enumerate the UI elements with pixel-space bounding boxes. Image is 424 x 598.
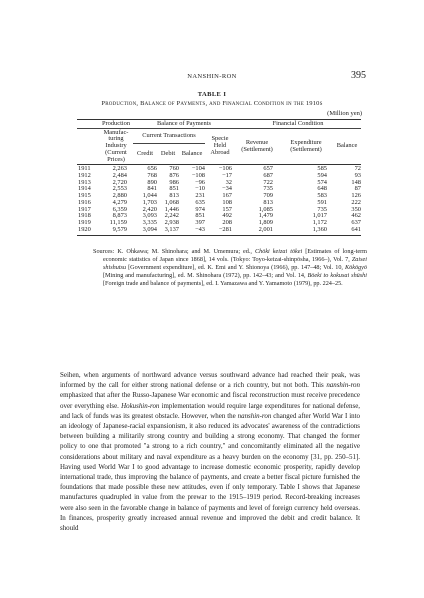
balance-of-payments-header: Balance of Payments xyxy=(133,120,235,129)
cell-credit: 3,093 xyxy=(142,212,157,220)
body-segment-1: Seihen, when arguments of northward advance versus southward advance had reached their peak, was informed by the call for either strong national defense or a rich country, but not both. This xyxy=(60,371,360,390)
body-italic-2: Hokushin-ron xyxy=(121,401,160,410)
cell-credit: 1,703 xyxy=(142,198,157,206)
cell-fbal: 126 xyxy=(351,192,361,200)
cell-year: 1912 xyxy=(78,172,91,180)
cell-mfg: 4,279 xyxy=(112,198,127,206)
ct-balance-header: Balance xyxy=(179,144,205,165)
credit-header: Credit xyxy=(133,144,157,165)
cell-exp: 1,360 xyxy=(279,227,333,235)
fin-balance-header: Balance xyxy=(333,128,361,165)
table-row xyxy=(77,227,361,235)
cell-specie: −34 xyxy=(222,185,232,193)
cell-debit: 851 xyxy=(169,185,179,193)
cell-rev: 813 xyxy=(263,198,273,206)
body-italic-1: nanshin-ron xyxy=(326,381,360,390)
cell-rev: 1,479 xyxy=(258,212,273,220)
cell-bal: −108 xyxy=(191,172,205,180)
cell-year: 1920 xyxy=(77,227,99,235)
cell-fbal: 637 xyxy=(351,219,361,227)
body-italic-3: nanshin-ron xyxy=(237,411,272,420)
cell-debit: 813 xyxy=(169,192,179,200)
cell-year: 1919 xyxy=(78,219,91,227)
cell-debit: 2,242 xyxy=(164,212,179,220)
data-table-container xyxy=(77,119,361,236)
cell-year: 1915 xyxy=(78,192,91,200)
cell-specie: 492 xyxy=(222,212,232,220)
cell-rev: 709 xyxy=(263,192,273,200)
cell-specie: −17 xyxy=(222,172,232,180)
cell-rev: 1,085 xyxy=(258,205,273,213)
financial-condition-header: Financial Condition xyxy=(235,120,361,129)
debit-header: Debit xyxy=(157,144,179,165)
cell-exp: 583 xyxy=(317,192,327,200)
cell-year: 1917 xyxy=(78,205,91,213)
body-segment-2: emphasized that after the Russo-Japanese War economic and fiscal reconstruction must receive precedence over everything else. xyxy=(60,391,360,410)
sources-part-1: [Estimates of long-term economic statistics of Japan since 1868], 14 vols. (Tokyo: Toyo-keizai-shinpōsha, 1966–), Vol. 7, xyxy=(103,248,367,264)
sources-part-2: [Government expenditure], ed. K. Emi and Y. Shionoya (1966), pp. 147–48; Vol. 10, xyxy=(126,264,345,272)
cell-mfg: 2,553 xyxy=(112,185,127,193)
sources-title-2: Zaisei shishutsu xyxy=(103,256,367,272)
production-header: Production xyxy=(99,120,133,129)
revenue-header: Revenue (Settlement) xyxy=(235,128,279,165)
sources-part-4: [Foreign trade and balance of payments], ed. I. Yamazawa and Y. Yamamoto (1979), pp. 224–25. xyxy=(103,280,343,288)
cell-bal: 397 xyxy=(195,219,205,227)
sources-title-4: Bōeki to kokusai shūshi xyxy=(307,272,367,280)
cell-year: 1918 xyxy=(78,212,91,220)
cell-credit: 656 xyxy=(133,165,157,173)
cell-year: 1913 xyxy=(78,178,91,186)
data-table xyxy=(77,119,361,236)
cell-year: 1916 xyxy=(78,198,91,206)
cell-fbal: 222 xyxy=(351,198,361,206)
table-sources xyxy=(93,248,367,288)
cell-exp: 735 xyxy=(317,205,327,213)
cell-bal: 635 xyxy=(195,198,205,206)
cell-specie: 108 xyxy=(222,198,232,206)
cell-bal: −43 xyxy=(179,227,205,235)
cell-year: 1911 xyxy=(77,165,99,173)
cell-credit: 1,044 xyxy=(142,192,157,200)
cell-fbal: 350 xyxy=(351,205,361,213)
sources-title-1: Chōki keizai tōkei xyxy=(255,248,303,255)
cell-debit: 986 xyxy=(169,178,179,186)
cell-exp: 574 xyxy=(317,178,327,186)
cell-rev: 687 xyxy=(263,172,273,180)
cell-mfg: 2,484 xyxy=(112,172,127,180)
cell-mfg: 2,263 xyxy=(99,165,133,173)
cell-exp: 591 xyxy=(317,198,327,206)
cell-debit: 760 xyxy=(157,165,179,173)
cell-credit: 3,094 xyxy=(133,227,157,235)
cell-fbal: 462 xyxy=(351,212,361,220)
table-title: Production, Balance of Payments, and Financial Condition in the 1910s xyxy=(101,100,323,107)
cell-mfg: 2,880 xyxy=(112,192,127,200)
cell-exp: 594 xyxy=(317,172,327,180)
page-number: 395 xyxy=(351,70,366,81)
cell-debit: 1,068 xyxy=(164,198,179,206)
cell-bal: 231 xyxy=(195,192,205,200)
expenditure-header: Expenditure (Settlement) xyxy=(279,128,333,165)
cell-bal: 851 xyxy=(195,212,205,220)
cell-rev: 657 xyxy=(235,165,279,173)
cell-bal: 974 xyxy=(195,205,205,213)
cell-mfg: 8,873 xyxy=(112,212,127,220)
cell-credit: 841 xyxy=(147,185,157,193)
table-unit: (Million yen) xyxy=(327,110,362,117)
cell-exp: 1,017 xyxy=(312,212,327,220)
cell-specie: 208 xyxy=(222,219,232,227)
cell-specie: −281 xyxy=(205,227,235,235)
cell-specie: 157 xyxy=(222,205,232,213)
cell-credit: 890 xyxy=(147,178,157,186)
cell-exp: 1,172 xyxy=(312,219,327,227)
cell-debit: 2,938 xyxy=(164,219,179,227)
cell-specie: 167 xyxy=(222,192,232,200)
cell-credit: 2,420 xyxy=(142,205,157,213)
sources-title-3: Kōkōgyō xyxy=(345,264,367,272)
cell-rev: 735 xyxy=(263,185,273,193)
cell-rev: 722 xyxy=(263,178,273,186)
cell-rev: 1,809 xyxy=(258,219,273,227)
cell-specie: 32 xyxy=(225,178,232,186)
cell-fbal: 641 xyxy=(333,227,361,235)
cell-debit: 876 xyxy=(169,172,179,180)
cell-credit: 3,335 xyxy=(142,219,157,227)
manufacturing-header: Manufac-turing Industry (Current Prices) xyxy=(99,128,133,165)
cell-year: 1914 xyxy=(78,185,91,193)
cell-fbal: 72 xyxy=(333,165,361,173)
specie-header: Specie Held Abroad xyxy=(205,128,235,165)
body-segment-3: implementation would require large expenditures for national defense, and lack of funds was its greatest obstacle. However, when the xyxy=(60,401,361,420)
cell-bal: −104 xyxy=(179,165,205,173)
cell-rev: 2,001 xyxy=(235,227,279,235)
cell-mfg: 6,359 xyxy=(112,205,127,213)
sources-prefix: Sources: K. Ohkawa; M. Shinohara; and M. Umemura; ed., xyxy=(93,248,255,255)
table-body xyxy=(77,165,361,235)
table-label: TABLE I xyxy=(197,91,227,98)
cell-debit: 3,137 xyxy=(157,227,179,235)
body-segment-4: changed after World War I into an ideology of Japanese-racial expansionism, it also reduced its advocates' awareness of the contradictions between building a militarily strong country and building a strong economy. That changed the former policy to one that promoted "a strong to a rich country," and concomitantly eliminated all the negative considerations about military and naval expenditure as a heavy burden on the economy [31, pp. 250–51]. Having used World War I to good advantage to increase domestic economic prosperity, rapidly develop international trade, thus improving the balance of payments, and create a better fiscal picture furnished the foundations that made possible these new attitudes, even if only temporary. Table I shows that Japanese manufactures quadrupled in value from the prewar to the 1915–1919 period. Record-breaking increases were also seen in the favorable change in balance of payments and level of foreign currency held overseas. In finances, prosperity greatly increased annual revenue and improved the debit and credit balance. It should xyxy=(60,411,361,533)
year-header-blank xyxy=(77,120,99,129)
cell-fbal: 148 xyxy=(351,178,361,186)
current-transactions-header: Current Transactions xyxy=(133,128,205,143)
cell-bal: −10 xyxy=(195,185,205,193)
cell-debit: 1,446 xyxy=(164,205,179,213)
cell-fbal: 87 xyxy=(354,185,361,193)
cell-fbal: 93 xyxy=(354,172,361,180)
sources-part-3: [Mining and manufacturing], ed. M. Shinohara (1972), pp. 142–43; and Vol. 14, xyxy=(103,272,308,280)
cell-credit: 768 xyxy=(147,172,157,180)
cell-bal: −96 xyxy=(195,178,205,186)
cell-mfg: 11,159 xyxy=(109,219,127,227)
cell-exp: 648 xyxy=(317,185,327,193)
cell-mfg: 9,579 xyxy=(99,227,133,235)
cell-exp: 585 xyxy=(279,165,333,173)
cell-mfg: 2,720 xyxy=(112,178,127,186)
body-paragraph xyxy=(60,370,360,533)
running-head: NANSHIN-RON xyxy=(187,73,237,80)
cell-specie: −106 xyxy=(205,165,235,173)
